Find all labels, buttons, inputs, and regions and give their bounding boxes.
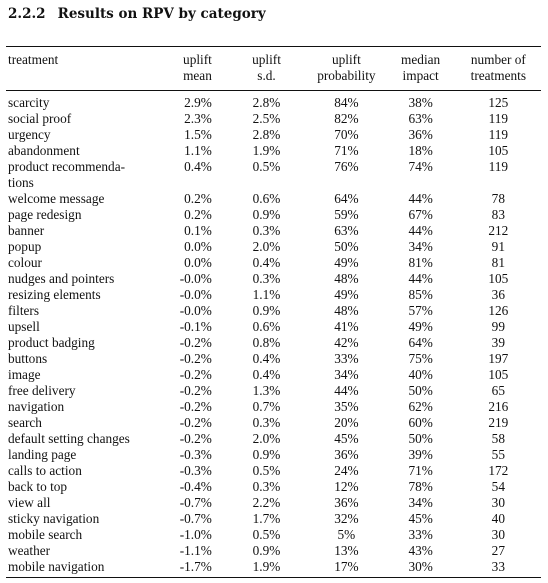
cell-treatment: search xyxy=(8,415,42,430)
cell-treatment: popup xyxy=(8,239,42,254)
cell-treatment: filters xyxy=(8,303,40,318)
header-uplift-probability: uplift probability xyxy=(317,52,376,83)
cell-uplift-probability: 5% xyxy=(337,527,356,542)
cell-median-impact: 43% xyxy=(408,543,433,558)
table-row xyxy=(6,319,541,335)
cell-uplift-sd: 0.9% xyxy=(252,447,281,462)
cell-uplift-probability: 48% xyxy=(334,303,359,318)
cell-number-of-treatments: 91 xyxy=(491,239,505,254)
table-row xyxy=(6,111,541,127)
cell-median-impact: 39% xyxy=(408,447,433,462)
section-title: Results on RPV by category xyxy=(57,6,266,22)
cell-number-of-treatments: 81 xyxy=(491,255,505,270)
table-header xyxy=(6,47,541,91)
table-row xyxy=(6,415,541,431)
cell-treatment: weather xyxy=(8,543,51,558)
cell-median-impact: 81% xyxy=(408,255,433,270)
cell-number-of-treatments: 212 xyxy=(488,223,509,238)
table-row xyxy=(6,431,541,447)
cell-treatment: image xyxy=(8,367,41,382)
cell-uplift-probability: 49% xyxy=(334,255,359,270)
results-table xyxy=(6,46,541,578)
cell-uplift-sd: 2.0% xyxy=(252,431,281,446)
cell-uplift-mean: -0.7% xyxy=(179,495,212,510)
cell-uplift-mean: -0.2% xyxy=(179,335,212,350)
table-row xyxy=(6,191,541,207)
cell-median-impact: 50% xyxy=(408,383,433,398)
cell-uplift-sd: 0.5% xyxy=(252,463,281,478)
table-row xyxy=(6,527,541,543)
cell-uplift-probability: 24% xyxy=(334,463,359,478)
cell-number-of-treatments: 119 xyxy=(488,111,509,126)
table-row xyxy=(6,479,541,495)
table-row xyxy=(6,463,541,479)
cell-number-of-treatments: 40 xyxy=(491,511,505,526)
table-row xyxy=(6,495,541,511)
cell-uplift-sd: 2.5% xyxy=(252,111,281,126)
cell-uplift-mean: -0.0% xyxy=(179,271,212,286)
cell-uplift-probability: 50% xyxy=(334,239,359,254)
cell-number-of-treatments: 54 xyxy=(491,479,505,494)
table-row xyxy=(6,511,541,527)
cell-treatment: default setting changes xyxy=(8,431,130,446)
cell-median-impact: 18% xyxy=(408,143,433,158)
cell-uplift-mean: -0.0% xyxy=(179,303,212,318)
cell-treatment: page redesign xyxy=(8,207,82,222)
section-heading xyxy=(8,5,266,23)
table-row xyxy=(6,143,541,159)
cell-treatment: navigation xyxy=(8,399,65,414)
cell-uplift-probability: 35% xyxy=(334,399,359,414)
cell-uplift-sd: 0.3% xyxy=(252,223,281,238)
header-median-impact: median impact xyxy=(401,52,441,83)
cell-uplift-probability: 84% xyxy=(334,95,359,110)
cell-treatment: sticky navigation xyxy=(8,511,100,526)
cell-number-of-treatments: 99 xyxy=(491,319,505,334)
cell-uplift-probability: 45% xyxy=(334,431,359,446)
cell-uplift-probability: 20% xyxy=(334,415,359,430)
cell-uplift-mean: -0.7% xyxy=(179,511,212,526)
cell-uplift-mean: -0.1% xyxy=(179,319,212,334)
table-row xyxy=(6,287,541,303)
cell-uplift-probability: 44% xyxy=(334,383,359,398)
cell-uplift-sd: 0.6% xyxy=(252,191,281,206)
cell-uplift-sd: 2.2% xyxy=(252,495,281,510)
header-number-of-treatments: number of treatments xyxy=(470,52,527,83)
table-row xyxy=(6,559,541,578)
cell-number-of-treatments: 33 xyxy=(491,559,505,574)
cell-number-of-treatments: 55 xyxy=(491,447,505,462)
cell-uplift-sd: 1.3% xyxy=(252,383,281,398)
table-row xyxy=(6,127,541,143)
cell-uplift-mean: -0.2% xyxy=(179,399,212,414)
cell-number-of-treatments: 125 xyxy=(488,95,509,110)
cell-uplift-probability: 36% xyxy=(334,495,359,510)
table-row xyxy=(6,223,541,239)
cell-uplift-mean: -1.1% xyxy=(179,543,212,558)
cell-uplift-sd: 2.8% xyxy=(252,127,281,142)
table-row xyxy=(6,303,541,319)
cell-uplift-sd: 1.7% xyxy=(252,511,281,526)
cell-uplift-mean: 1.5% xyxy=(184,127,212,142)
cell-median-impact: 67% xyxy=(408,207,433,222)
cell-treatment: scarcity xyxy=(8,95,50,110)
cell-uplift-mean: -1.7% xyxy=(179,559,212,574)
header-row xyxy=(6,47,541,91)
cell-treatment: product recommenda- tions xyxy=(8,159,126,190)
header-uplift-sd: uplift s.d. xyxy=(252,52,281,83)
cell-uplift-probability: 64% xyxy=(334,191,359,206)
section-number: 2.2.2 xyxy=(8,6,46,22)
cell-uplift-sd: 0.3% xyxy=(252,415,281,430)
cell-number-of-treatments: 126 xyxy=(488,303,509,318)
cell-uplift-sd: 1.9% xyxy=(252,559,281,574)
table-row xyxy=(6,351,541,367)
table-row xyxy=(6,207,541,223)
cell-uplift-mean: 0.1% xyxy=(184,223,212,238)
cell-median-impact: 44% xyxy=(408,271,433,286)
cell-treatment: buttons xyxy=(8,351,48,366)
cell-uplift-probability: 76% xyxy=(334,159,359,174)
cell-uplift-sd: 0.3% xyxy=(252,271,281,286)
cell-treatment: mobile navigation xyxy=(8,559,105,574)
cell-median-impact: 34% xyxy=(408,495,433,510)
cell-median-impact: 85% xyxy=(408,287,433,302)
cell-median-impact: 62% xyxy=(408,399,433,414)
cell-number-of-treatments: 197 xyxy=(488,351,509,366)
cell-uplift-mean: -0.2% xyxy=(179,351,212,366)
cell-uplift-probability: 59% xyxy=(334,207,359,222)
cell-uplift-mean: 0.0% xyxy=(184,255,212,270)
cell-number-of-treatments: 216 xyxy=(488,399,509,414)
cell-uplift-probability: 71% xyxy=(334,143,359,158)
cell-uplift-sd: 0.4% xyxy=(252,367,281,382)
cell-number-of-treatments: 58 xyxy=(491,431,505,446)
cell-treatment: product badging xyxy=(8,335,95,350)
cell-uplift-sd: 0.5% xyxy=(252,527,281,542)
cell-median-impact: 64% xyxy=(408,335,433,350)
cell-uplift-mean: -0.2% xyxy=(179,383,212,398)
header-treatment: treatment xyxy=(8,52,59,67)
cell-uplift-sd: 0.3% xyxy=(252,479,281,494)
cell-uplift-probability: 42% xyxy=(334,335,359,350)
cell-median-impact: 34% xyxy=(408,239,433,254)
cell-uplift-mean: 0.2% xyxy=(184,191,212,206)
cell-uplift-sd: 1.1% xyxy=(252,287,281,302)
cell-uplift-sd: 0.6% xyxy=(252,319,281,334)
table-row xyxy=(6,383,541,399)
cell-median-impact: 45% xyxy=(408,511,433,526)
cell-treatment: free delivery xyxy=(8,383,76,398)
cell-treatment: calls to action xyxy=(8,463,82,478)
cell-median-impact: 33% xyxy=(408,527,433,542)
cell-number-of-treatments: 172 xyxy=(488,463,509,478)
table-row xyxy=(6,239,541,255)
cell-uplift-sd: 0.4% xyxy=(252,255,281,270)
cell-uplift-sd: 0.7% xyxy=(252,399,281,414)
cell-uplift-sd: 1.9% xyxy=(252,143,281,158)
cell-treatment: social proof xyxy=(8,111,72,126)
cell-uplift-probability: 63% xyxy=(334,223,359,238)
cell-treatment: view all xyxy=(8,495,51,510)
cell-uplift-probability: 17% xyxy=(334,559,359,574)
cell-median-impact: 63% xyxy=(408,111,433,126)
cell-uplift-probability: 12% xyxy=(334,479,359,494)
cell-uplift-mean: -0.4% xyxy=(179,479,212,494)
cell-number-of-treatments: 39 xyxy=(491,335,505,350)
cell-uplift-probability: 48% xyxy=(334,271,359,286)
cell-number-of-treatments: 119 xyxy=(488,127,509,142)
cell-median-impact: 40% xyxy=(408,367,433,382)
cell-treatment: back to top xyxy=(8,479,68,494)
cell-treatment: urgency xyxy=(8,127,51,142)
cell-uplift-sd: 0.9% xyxy=(252,207,281,222)
cell-number-of-treatments: 105 xyxy=(488,271,509,286)
cell-number-of-treatments: 83 xyxy=(491,207,505,222)
cell-uplift-sd: 0.5% xyxy=(252,159,281,174)
cell-uplift-probability: 32% xyxy=(334,511,359,526)
cell-uplift-probability: 33% xyxy=(334,351,359,366)
cell-uplift-sd: 2.0% xyxy=(252,239,281,254)
cell-median-impact: 57% xyxy=(408,303,433,318)
cell-uplift-mean: 1.1% xyxy=(184,143,212,158)
cell-uplift-probability: 34% xyxy=(334,367,359,382)
cell-uplift-probability: 13% xyxy=(334,543,359,558)
cell-median-impact: 38% xyxy=(408,95,433,110)
cell-median-impact: 36% xyxy=(408,127,433,142)
cell-uplift-mean: 0.0% xyxy=(184,239,212,254)
table-row xyxy=(6,159,541,191)
cell-uplift-mean: -0.3% xyxy=(179,447,212,462)
cell-treatment: mobile search xyxy=(8,527,83,542)
cell-number-of-treatments: 119 xyxy=(488,159,509,174)
cell-number-of-treatments: 78 xyxy=(491,191,505,206)
cell-median-impact: 74% xyxy=(408,159,433,174)
table-row xyxy=(6,367,541,383)
cell-uplift-mean: 0.4% xyxy=(184,159,212,174)
cell-uplift-mean: 2.9% xyxy=(184,95,212,110)
cell-treatment: banner xyxy=(8,223,45,238)
cell-median-impact: 78% xyxy=(408,479,433,494)
cell-number-of-treatments: 105 xyxy=(488,143,509,158)
table-row xyxy=(6,255,541,271)
cell-uplift-probability: 82% xyxy=(334,111,359,126)
cell-number-of-treatments: 30 xyxy=(491,495,505,510)
cell-uplift-mean: -0.2% xyxy=(179,367,212,382)
cell-uplift-mean: -0.2% xyxy=(179,415,212,430)
cell-median-impact: 50% xyxy=(408,431,433,446)
table-row xyxy=(6,335,541,351)
cell-treatment: nudges and pointers xyxy=(8,271,115,286)
cell-number-of-treatments: 30 xyxy=(491,527,505,542)
cell-uplift-mean: 2.3% xyxy=(184,111,212,126)
cell-treatment: upsell xyxy=(8,319,40,334)
cell-treatment: resizing elements xyxy=(8,287,101,302)
cell-uplift-sd: 2.8% xyxy=(252,95,281,110)
cell-median-impact: 49% xyxy=(408,319,433,334)
cell-number-of-treatments: 36 xyxy=(491,287,505,302)
cell-uplift-sd: 0.9% xyxy=(252,303,281,318)
header-uplift-mean: uplift mean xyxy=(183,52,212,83)
cell-median-impact: 75% xyxy=(408,351,433,366)
cell-uplift-mean: 0.2% xyxy=(184,207,212,222)
cell-number-of-treatments: 27 xyxy=(491,543,505,558)
cell-number-of-treatments: 105 xyxy=(488,367,509,382)
cell-uplift-sd: 0.8% xyxy=(252,335,281,350)
cell-uplift-mean: -0.0% xyxy=(179,287,212,302)
cell-uplift-sd: 0.9% xyxy=(252,543,281,558)
table-row xyxy=(6,447,541,463)
cell-uplift-mean: -0.2% xyxy=(179,431,212,446)
cell-treatment: abandonment xyxy=(8,143,80,158)
cell-treatment: landing page xyxy=(8,447,77,462)
cell-treatment: welcome message xyxy=(8,191,105,206)
cell-number-of-treatments: 65 xyxy=(491,383,505,398)
table-row xyxy=(6,91,541,112)
cell-uplift-probability: 36% xyxy=(334,447,359,462)
cell-median-impact: 44% xyxy=(408,223,433,238)
cell-uplift-mean: -1.0% xyxy=(179,527,212,542)
cell-median-impact: 60% xyxy=(408,415,433,430)
cell-uplift-mean: -0.3% xyxy=(179,463,212,478)
cell-uplift-probability: 70% xyxy=(334,127,359,142)
cell-median-impact: 71% xyxy=(408,463,433,478)
table-row xyxy=(6,399,541,415)
cell-number-of-treatments: 219 xyxy=(488,415,509,430)
cell-uplift-sd: 0.4% xyxy=(252,351,281,366)
table-body xyxy=(6,91,541,578)
cell-median-impact: 30% xyxy=(408,559,433,574)
cell-treatment: colour xyxy=(8,255,42,270)
cell-median-impact: 44% xyxy=(408,191,433,206)
cell-uplift-probability: 41% xyxy=(334,319,359,334)
cell-uplift-probability: 49% xyxy=(334,287,359,302)
table-row xyxy=(6,271,541,287)
table-row xyxy=(6,543,541,559)
